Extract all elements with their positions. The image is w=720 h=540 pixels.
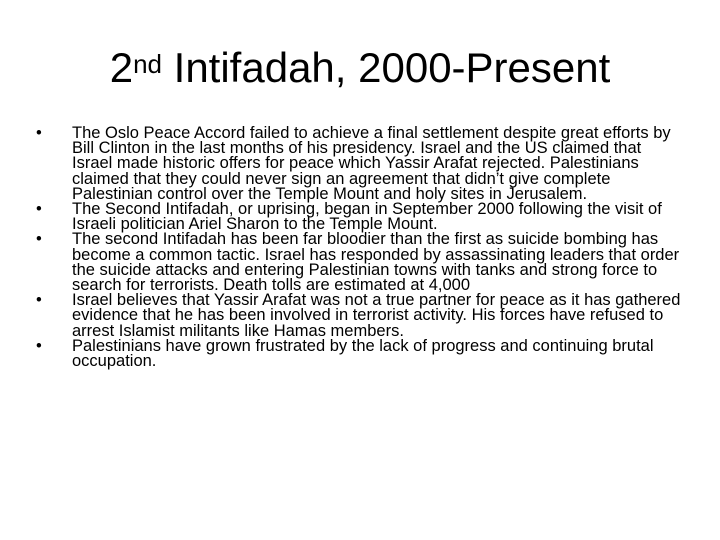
bullet-item [36, 232, 686, 293]
title-prefix: 2 [109, 44, 134, 91]
title-rest: Intifadah, 2000-Present [161, 44, 611, 91]
bullet-text: The Oslo Peace Accord failed to achieve a final settlement despite great efforts by Bill Clinton in the last months of his presidency. Israel and the US claimed that Israel made historic offers for peace which Yassir Arafat rejected. Palestinians claimed that they could never sign an agreement that didn’t give complete Palestinian control over the Temple Mount and holy sites in Jerusalem. [72, 124, 671, 203]
bullet-item [36, 126, 686, 202]
bullet-dot: • [36, 124, 42, 142]
bullet-dot: • [36, 230, 42, 249]
bullet-text: Palestinians have grown frustrated by the lack of progress and continuing brutal occupation. [72, 336, 654, 371]
bullet-text: Israel believes that Yassir Arafat was not a true partner for peace as it has gathered evidence that he has been involved in terrorist activity. His forces have refused to arrest Islamist militants like Hamas members. [72, 291, 681, 340]
bullet-text: The Second Intifadah, or uprising, began in September 2000 following the visit of Israeli politician Ariel Sharon to the Temple Mount. [72, 200, 662, 234]
bullet-text: The second Intifadah has been far bloodier than the first as suicide bombing has become a common tactic. Israel has responded by assassinating leaders that order the suicide attacks and entering Palestinian towns with tanks and strong force to search for terrorists. Death tolls are estimated at 4,000 [72, 230, 680, 295]
bullet-item [36, 202, 686, 232]
slide-title [0, 40, 720, 96]
bullet-dot: • [36, 336, 42, 355]
bullet-dot: • [36, 291, 42, 310]
bullet-item [36, 336, 686, 371]
title-superscript: nd [133, 49, 162, 79]
bullet-list [36, 126, 686, 369]
bullet-dot: • [36, 200, 42, 219]
bullet-item [36, 293, 686, 339]
